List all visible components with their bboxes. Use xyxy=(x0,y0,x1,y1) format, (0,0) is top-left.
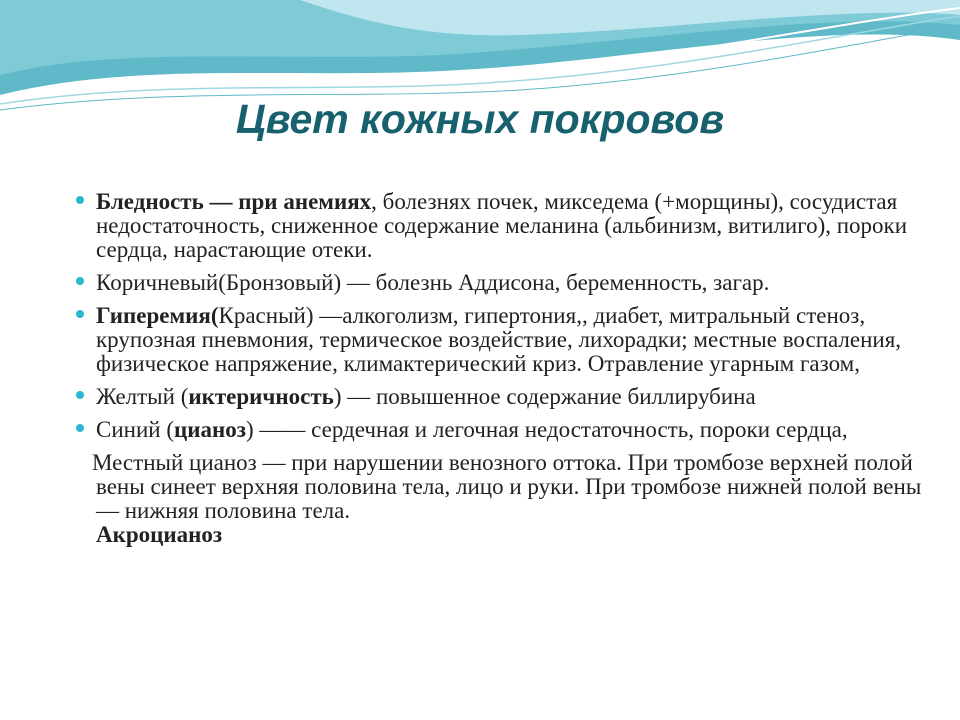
bullet-icon xyxy=(76,391,84,399)
bullet-icon xyxy=(76,310,84,318)
list-item-brown xyxy=(96,271,926,295)
bullet-icon xyxy=(76,196,84,204)
item-bold-text: Бледность — при анемиях xyxy=(96,189,372,214)
list-item-blue xyxy=(96,418,926,442)
item-text: ) — повышенное содержание биллирубина xyxy=(333,384,756,409)
cyanosis-paragraph xyxy=(92,450,926,547)
paragraph-bold-text: Акроцианоз xyxy=(96,522,223,547)
item-text: ) —— сердечная и легочная недостаточность, пороки сердца, xyxy=(245,417,848,442)
list-item-hyperemia xyxy=(96,304,926,376)
paragraph-text: Местный цианоз — при нарушении венозного оттока. При тромбозе верхней полой вены синеет верхняя половина тела, лицо и руки. При тромбозе нижней полой вены — нижняя половина тела. xyxy=(92,450,922,523)
list-item-pallor xyxy=(96,190,926,262)
item-prefix-text: Желтый ( xyxy=(96,384,189,409)
slide-title: Цвет кожных покровов xyxy=(235,96,725,142)
item-text: , болезнях почек, микседема (+морщины), сосудистая недостаточность, сниженное содержание меланина (альбинизм, витилиго), пороки сердца, нарастающие отеки. xyxy=(96,189,908,262)
item-text: Коричневый(Бронзовый) — болезнь Аддисона, беременность, загар. xyxy=(96,270,770,295)
list-item-yellow xyxy=(96,385,926,409)
item-bold-text: Гиперемия( xyxy=(96,303,219,328)
item-prefix-text: Синий ( xyxy=(96,417,174,442)
bullet-icon xyxy=(76,424,84,432)
bullet-icon xyxy=(76,277,84,285)
slide-content xyxy=(92,189,926,547)
item-bold-text: цианоз xyxy=(173,417,246,442)
item-text: Красный) —алкоголизм, гипертония,, диабет, митральный стеноз, крупозная пневмония, термическое воздействие, лихорадки; местные воспаления, физическое напряжение, климактерический криз. Отравление угарным газом, xyxy=(96,303,902,376)
item-bold-text: иктеричность xyxy=(188,384,334,409)
